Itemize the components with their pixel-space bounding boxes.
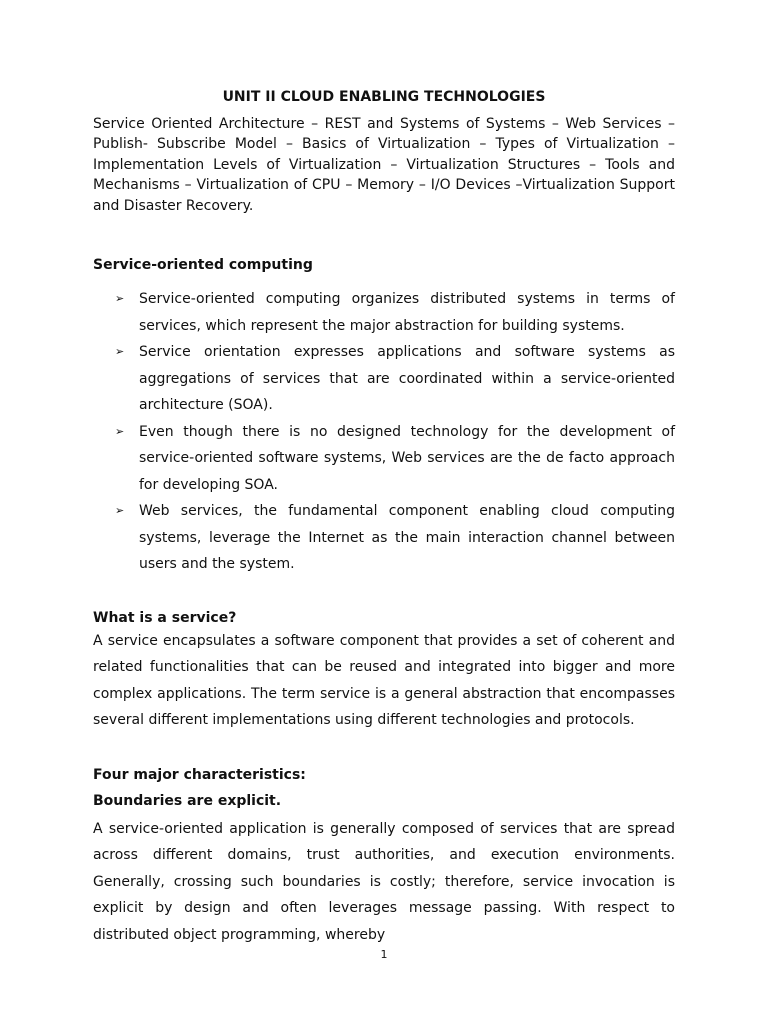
arrowhead-bullet-icon: ➢	[115, 424, 125, 438]
list-item	[93, 419, 675, 499]
arrowhead-bullet-icon: ➢	[115, 345, 125, 359]
list-item-text: Service-oriented computing organizes distributed systems in terms of services, which represent the major abstraction for building systems.	[139, 291, 675, 334]
document-title: UNIT II CLOUD ENABLING TECHNOLOGIES	[222, 89, 546, 105]
list-item	[93, 498, 675, 578]
list-item	[93, 286, 675, 339]
arrowhead-bullet-icon: ➢	[115, 504, 125, 518]
section-heading-what-is-a-service: What is a service?	[93, 609, 237, 626]
section-heading-four-major-characteristics: Four major characteristics:	[93, 766, 306, 783]
subheading-boundaries-are-explicit: Boundaries are explicit.	[93, 792, 282, 809]
list-item-text: Even though there is no designed technology for the development of service-oriented software systems, Web services are the de facto approach for developing SOA.	[139, 423, 675, 493]
list-item-text: Service orientation expresses applications and software systems as aggregations of services that are coordinated within a service-oriented architecture (SOA).	[139, 344, 675, 414]
section-heading-service-oriented-computing: Service-oriented computing	[93, 257, 313, 274]
arrowhead-bullet-icon: ➢	[115, 292, 125, 306]
boundaries-paragraph: A service-oriented application is generally composed of services that are spread across different domains, trust authorities, and execution environments. Generally, crossing such boundaries is costly; therefore, service invocation is explicit by design and often leverages message passing. With respect to distributed object programming, whereby	[93, 820, 675, 943]
page-number: 1	[380, 948, 388, 961]
unit-summary: Service Oriented Architecture – REST and Systems of Systems – Web Services – Publish- Subscribe Model – Basics of Virtualization – Types of Virtualization – Implementation Levels of Virtualization – Virtualization Structures – Tools and Mechanisms – Virtualization of CPU – Memory – I/O Devices –Virtualization Support and Disaster Recovery.	[93, 116, 675, 214]
what-is-a-service-paragraph: A service encapsulates a software component that provides a set of coherent and related functionalities that can be reused and integrated into bigger and more complex applications. The term service is a general abstraction that encompasses several different implementations using different technologies and protocols.	[93, 632, 675, 729]
bullet-list	[93, 286, 675, 578]
list-item-text: Web services, the fundamental component enabling cloud computing systems, leverage the Internet as the main interaction channel between users and the system.	[139, 503, 675, 573]
list-item	[93, 339, 675, 419]
document-page	[93, 88, 675, 948]
